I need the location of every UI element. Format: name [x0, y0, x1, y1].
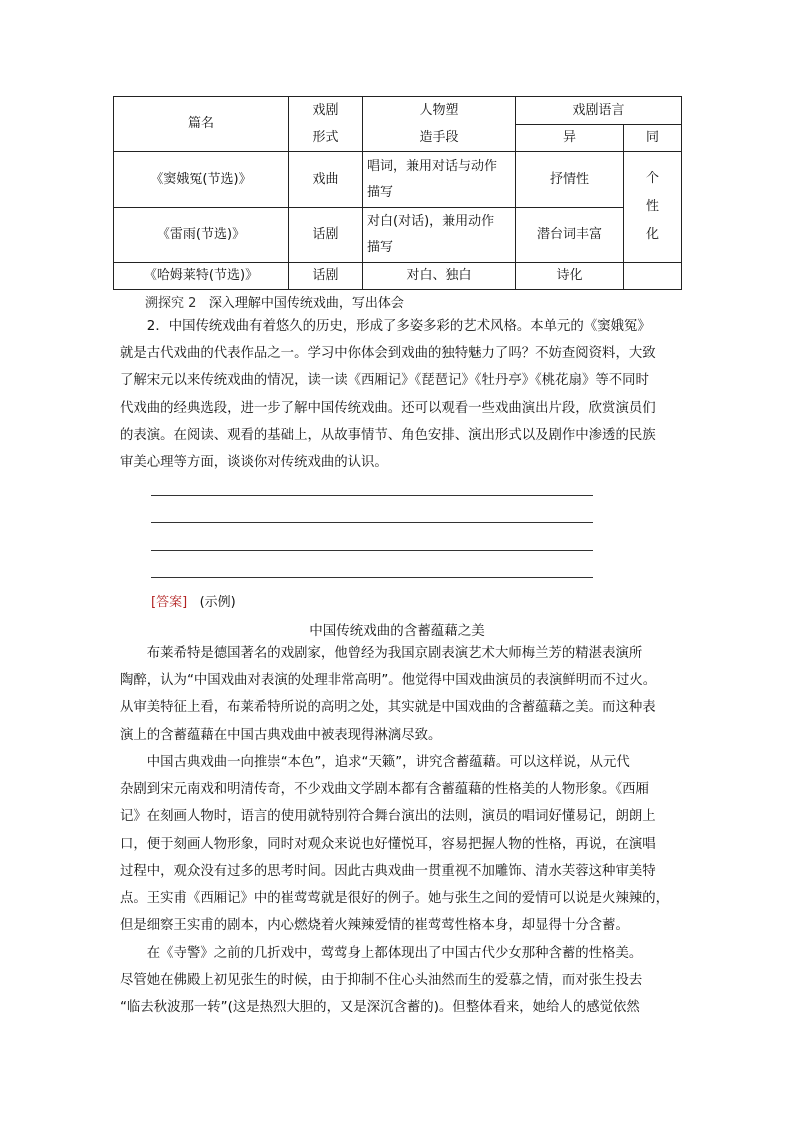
essay-line: 但是细察王实甫的剧本，内心燃烧着火辣辣爱情的崔莺莺性格本身，却显得十分含蓄。	[120, 918, 629, 934]
same-cell	[624, 152, 682, 263]
essay-line: 杂剧到宋元南戏和明清传奇，不少戏曲文学剧本都有含蓄蕴藉的性格美的人物形象。《西厢	[120, 782, 649, 798]
row-title: 《哈姆莱特(节选)》	[114, 263, 289, 290]
answer-blank-line[interactable]	[151, 577, 593, 578]
essay-paragraph-1	[120, 640, 682, 749]
question-paragraph	[120, 313, 682, 476]
essay-line: 记》在刻画人物时，语言的使用就特别符合舞台演出的法则，演员的唱词好懂易记，朗朗上	[120, 809, 656, 825]
header-title: 篇名	[114, 97, 289, 152]
same-char-3: 化	[646, 227, 660, 242]
question-line: 了解宋元以来传统戏曲的情况，读一读《西厢记》《琵琶记》《牡丹亭》《桃花扇》等不同时	[120, 373, 649, 389]
essay-line: 布莱希特是德国著名的戏剧家，他曾经为我国京剧表演艺术大师梅兰芳的精湛表演所	[146, 646, 643, 661]
header-same: 同	[624, 125, 682, 152]
row-same-empty	[624, 263, 682, 290]
answer-label: [答案]	[151, 595, 188, 610]
essay-paragraph-3	[120, 940, 682, 1022]
header-shape	[363, 97, 516, 152]
row-diff: 抒情性	[516, 152, 624, 208]
essay-line: 陶醉，认为“中国戏曲对表演的处理非常高明”。他觉得中国戏曲演员的表演鲜明而不过火。	[120, 673, 657, 689]
row-form: 话剧	[289, 263, 363, 290]
row-shape-line1: 对白(对话)，兼用动作	[367, 214, 495, 229]
row-shape	[363, 152, 516, 208]
essay-line: 中国古典戏曲一向推崇“本色”，追求“天籁”，讲究含蓄蕴藉。可以这样说，从元代	[146, 755, 630, 770]
row-form: 话剧	[289, 208, 363, 263]
same-char-2: 性	[646, 199, 660, 214]
essay-line: 过程中，观众没有过多的思考时间。因此古典戏曲一贯重视不加雕饰、清水芙蓉这种审美特	[120, 863, 656, 879]
header-form-line2: 形式	[312, 130, 339, 145]
header-language: 戏剧语言	[516, 97, 682, 125]
table-row	[114, 263, 682, 290]
row-shape	[363, 208, 516, 263]
row-title: 《窦娥冤(节选)》	[114, 152, 289, 208]
essay-line: 点。王实甫《西厢记》中的崔莺莺就是很好的例子。她与张生之间的爱情可以说是火辣辣的，	[120, 891, 670, 907]
header-form	[289, 97, 363, 152]
row-title: 《雷雨(节选)》	[114, 208, 289, 263]
header-diff: 异	[516, 125, 624, 152]
essay-line: 在《寺警》之前的几折戏中，莺莺身上都体现出了中国古代少女那种含蓄的性格美。	[146, 946, 643, 961]
section-label: 溯探究 2	[145, 296, 197, 311]
question-line: 2．中国传统戏曲有着悠久的历史，形成了多姿多彩的艺术风格。本单元的《窦娥冤》	[146, 319, 651, 334]
essay-line: “临去秋波那一转”(这是热烈大胆的，又是深沉含蓄的)。但整体看来，她给人的感觉依然	[120, 1000, 640, 1016]
answer-blank-line[interactable]	[151, 495, 593, 496]
essay-line: 从审美特征上看，布莱希特所说的高明之处，其实就是中国戏曲的含蓄蕴藉之美。而这种表	[120, 700, 656, 716]
same-char-1: 个	[646, 171, 660, 186]
section-title: 深入理解中国传统戏曲，写出体会	[208, 296, 404, 311]
essay-line: 尽管她在佛殿上初见张生的时候，由于抑制不住心头油然而生的爱慕之情，而对张生投去	[120, 973, 643, 989]
row-form: 戏曲	[289, 152, 363, 208]
table-row	[114, 208, 682, 263]
question-line: 就是古代戏曲的代表作品之一。学习中你体会到戏曲的独特魅力了吗？不妨查阅资料，大致	[120, 346, 656, 362]
row-shape-line2: 描写	[367, 184, 394, 200]
row-diff: 诗化	[516, 263, 624, 290]
answer-heading	[151, 591, 236, 610]
row-shape-line1: 唱词，兼用对话与动作	[367, 158, 498, 174]
answer-blank-line[interactable]	[151, 522, 593, 523]
section-heading	[145, 292, 404, 311]
answer-blank-line[interactable]	[151, 550, 593, 551]
essay-line: 口，便于刻画人物形象，同时对观众来说也好懂悦耳，容易把握人物的性格，再说，在演唱	[120, 836, 656, 852]
question-line: 审美心理等方面，谈谈你对传统戏曲的认识。	[120, 455, 388, 471]
header-shape-line1: 人物塑	[419, 103, 459, 118]
table-header-row	[114, 97, 682, 125]
table-row	[114, 152, 682, 208]
question-line: 的表演。在阅读、观看的基础上，从故事情节、角色安排、演出形式以及剧作中渗透的民族	[120, 427, 656, 443]
row-shape: 对白、独白	[363, 263, 516, 290]
row-shape-line2: 描写	[367, 240, 394, 255]
answer-note: (示例)	[199, 595, 236, 610]
question-line: 代戏曲的经典选段，进一步了解中国传统戏曲。还可以观看一些戏曲演出片段，欣赏演员们	[120, 400, 656, 416]
header-form-line1: 戏剧	[312, 103, 339, 118]
essay-paragraph-2	[120, 749, 682, 939]
row-diff: 潜台词丰富	[516, 208, 624, 263]
header-shape-line2: 造手段	[419, 130, 459, 145]
drama-comparison-table	[113, 96, 682, 290]
essay-line: 演上的含蓄蕴藉在中国古典戏曲中被表现得淋漓尽致。	[120, 727, 442, 743]
essay-title: 中国传统戏曲的含蓄蕴藉之美	[309, 623, 485, 639]
